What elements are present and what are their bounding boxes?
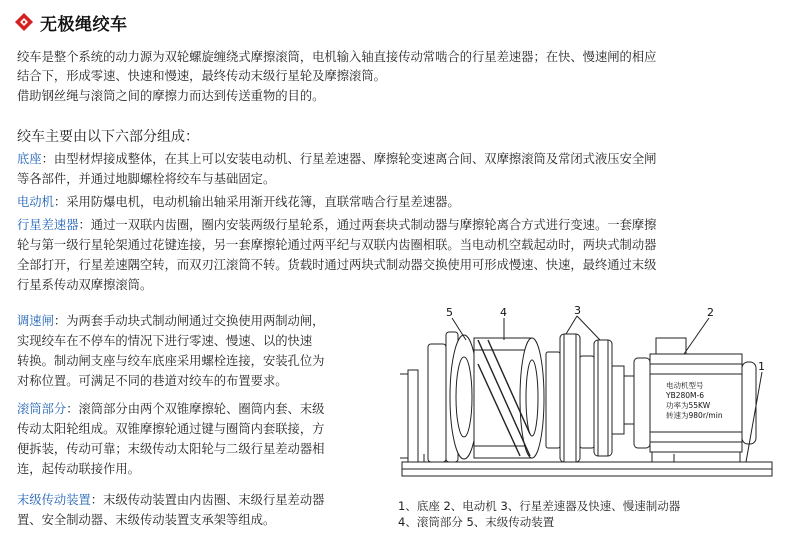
section-subtitle: 绞车主要由以下六部分组成： bbox=[17, 129, 199, 145]
intro-line-1: 绞车是整个系统的动力源为双轮螺旋缠绕式摩擦滚筒，电机输入轴直接传动常啮合的行星差速器；在快、慢速闸的相应 bbox=[17, 50, 657, 64]
page-title-bar bbox=[14, 10, 128, 34]
part-base-line-1: 底座：由型材焊接成整体，在其上可以安装电动机、行星差速器、摩擦轮变速离合间、双摩擦滚筒及常闭式液压安全闸 bbox=[17, 152, 657, 166]
part-differential-line-2: 轮与第一级行星轮架通过花键连接，另一套摩擦轮通过两平纪与双联内齿圈相联。当电动机空载起动时，两块式制动器 bbox=[17, 238, 657, 252]
motor-plate-line-3: 功率为55KW bbox=[666, 401, 711, 410]
callout-2: 2 bbox=[707, 306, 714, 319]
part-differential-line-1: 行星差速器：通过一双联内齿圈，圈内安装两级行星轮系，通过两套块式制动器与摩擦轮离合方式进行变速。一套摩擦 bbox=[17, 218, 657, 232]
callout-1: 1 bbox=[758, 360, 765, 373]
part-term-drum: 滚筒部分 bbox=[17, 402, 67, 416]
diagram-caption-line-1: 1、底座 2、电动机 3、行星差速器及快速、慢速制动器 bbox=[398, 499, 681, 513]
part-motor-line-1: 电动机：采用防爆电机，电动机输出轴采用渐开线花簿，直联常啮合行星差速器。 bbox=[17, 195, 460, 209]
callout-4: 4 bbox=[500, 306, 507, 319]
part-term-differential: 行星差速器 bbox=[17, 218, 79, 232]
part-brake-line-2: 实现绞车在不停车的情况下进行零速、慢速、以的快速 bbox=[17, 334, 313, 348]
part-brake-line-1: 调速闸：为两套手动块式制动闸通过交换使用两制动闸， bbox=[17, 314, 325, 328]
part-term-brake: 调速闸 bbox=[17, 314, 54, 328]
callout-5: 5 bbox=[446, 306, 453, 319]
motor-plate-line-4: 转速为980r/min bbox=[666, 411, 723, 420]
diagram-caption-line-2: 4、滚筒部分 5、末级传动装置 bbox=[398, 515, 555, 529]
part-final-drive-line-1: 末级传动装置：末级传动装置由内齿圈、末级行星差动器 bbox=[17, 493, 325, 507]
page-title: 无极绳绞车 bbox=[40, 14, 128, 35]
part-differential-line-4: 行星系传动双摩擦滚筒。 bbox=[17, 278, 153, 292]
motor-plate-line-1: 电动机型号 bbox=[666, 381, 704, 390]
callout-3: 3 bbox=[574, 304, 581, 317]
part-differential-line-3: 全部打开，行星差速隅空转，而双刃江滚筒不转。货载时通过两块式制动器交换使用可形成慢速、快速，最终通过末级 bbox=[17, 258, 657, 272]
part-term-final-drive: 末级传动装置 bbox=[17, 493, 91, 507]
winch-diagram bbox=[394, 304, 780, 500]
part-term-motor: 电动机 bbox=[17, 195, 54, 209]
part-brake-line-3: 转换。制动闸支座与绞车底座采用螺栓连接，安装孔位为 bbox=[17, 354, 325, 368]
part-final-drive-line-2: 置、安全制动器、末级传动装置支承架等组成。 bbox=[17, 513, 276, 527]
intro-line-2: 结合下，形成零速、快速和慢速，最终传动末级行星轮及摩擦滚筒。 bbox=[17, 69, 386, 83]
part-drum-line-2: 传动太阳轮组成。双锥摩擦轮通过键与圈筒内套联接，方 bbox=[17, 422, 325, 436]
part-brake-line-4: 对称位置。可满足不同的巷道对绞车的布置要求。 bbox=[17, 374, 288, 388]
motor-plate-line-2: YB280M-6 bbox=[666, 391, 704, 400]
diamond-logo-icon bbox=[14, 12, 34, 32]
part-term-base: 底座 bbox=[17, 152, 42, 166]
part-drum-line-4: 连，起传动联接作用。 bbox=[17, 462, 140, 476]
part-drum-line-3: 便拆装，传动可靠；末级传动太阳轮与二级行星差动器相 bbox=[17, 442, 325, 456]
part-base-line-2: 等各部件，并通过地脚螺栓将绞车与基础固定。 bbox=[17, 172, 276, 186]
part-drum-line-1: 滚筒部分：滚筒部分由两个双锥摩擦轮、圈筒内套、末级 bbox=[17, 402, 325, 416]
intro-line-3: 借助钢丝绳与滚筒之间的摩擦力而达到传送重物的目的。 bbox=[17, 89, 325, 103]
